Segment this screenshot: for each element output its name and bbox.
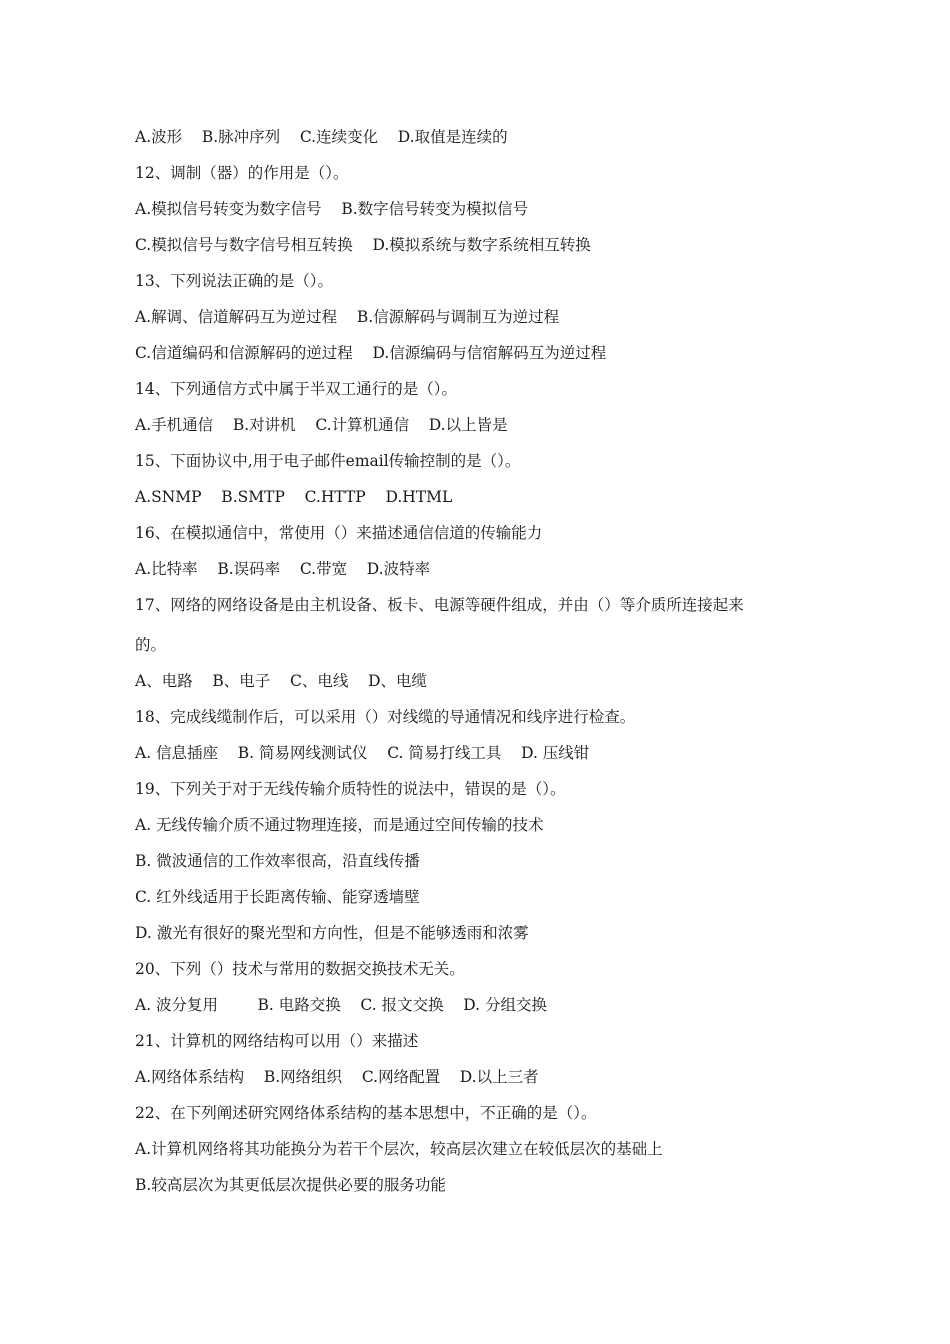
- question-17-continued: 的。: [135, 636, 167, 654]
- option-line: A.手机通信 B.对讲机 C.计算机通信 D.以上皆是: [135, 416, 508, 434]
- option-line: C.模拟信号与数字信号相互转换 D.模拟系统与数字系统相互转换: [135, 236, 591, 254]
- option-line: B.较高层次为其更低层次提供必要的服务功能: [135, 1176, 446, 1194]
- question-13: 13、下列说法正确的是（）。: [135, 272, 333, 290]
- option-line: B. 微波通信的工作效率很高，沿直线传播: [135, 852, 420, 870]
- option-line: A.SNMP B.SMTP C.HTTP D.HTML: [135, 488, 453, 506]
- question-15: 15、下面协议中,用于电子邮件email传输控制的是（）。: [135, 452, 521, 470]
- option-line: A.波形 B.脉冲序列 C.连续变化 D.取值是连续的: [135, 128, 508, 146]
- option-line: A.模拟信号转变为数字信号 B.数字信号转变为模拟信号: [135, 200, 529, 218]
- question-17: 17、网络的网络设备是由主机设备、板卡、电源等硬件组成，并由（）等介质所连接起来: [135, 596, 744, 614]
- option-line: A.网络体系结构 B.网络组织 C.网络配置 D.以上三者: [135, 1068, 539, 1086]
- option-line: A. 波分复用 B. 电路交换 C. 报文交换 D. 分组交换: [135, 996, 548, 1014]
- question-16: 16、在模拟通信中，常使用（）来描述通信信道的传输能力: [135, 524, 543, 542]
- option-line: D. 激光有很好的聚光型和方向性，但是不能够透雨和浓雾: [135, 924, 529, 942]
- question-22: 22、在下列阐述研究网络体系结构的基本思想中，不正确的是（）。: [135, 1104, 597, 1122]
- option-line: A.计算机网络将其功能换分为若干个层次，较高层次建立在较低层次的基础上: [135, 1140, 663, 1158]
- option-line: C.信道编码和信源解码的逆过程 D.信源编码与信宿解码互为逆过程: [135, 344, 607, 362]
- option-line: A. 无线传输介质不通过物理连接，而是通过空间传输的技术: [135, 816, 544, 834]
- option-line: C. 红外线适用于长距离传输、能穿透墙壁: [135, 888, 420, 906]
- question-20: 20、下列（）技术与常用的数据交换技术无关。: [135, 960, 465, 978]
- option-line: A. 信息插座 B. 简易网线测试仪 C. 简易打线工具 D. 压线钳: [135, 744, 590, 762]
- question-12: 12、调制（器）的作用是（）。: [135, 164, 349, 182]
- question-21: 21、计算机的网络结构可以用（）来描述: [135, 1032, 419, 1050]
- question-14: 14、下列通信方式中属于半双工通行的是（）。: [135, 380, 457, 398]
- option-line: A.解调、信道解码互为逆过程 B.信源解码与调制互为逆过程: [135, 308, 560, 326]
- option-line: A.比特率 B.误码率 C.带宽 D.波特率: [135, 560, 431, 578]
- question-18: 18、完成线缆制作后，可以采用（）对线缆的导通情况和线序进行检查。: [135, 708, 636, 726]
- option-line: A、电路 B、电子 C、电线 D、电缆: [135, 672, 427, 690]
- question-19: 19、下列关于对于无线传输介质特性的说法中，错误的是（）。: [135, 780, 566, 798]
